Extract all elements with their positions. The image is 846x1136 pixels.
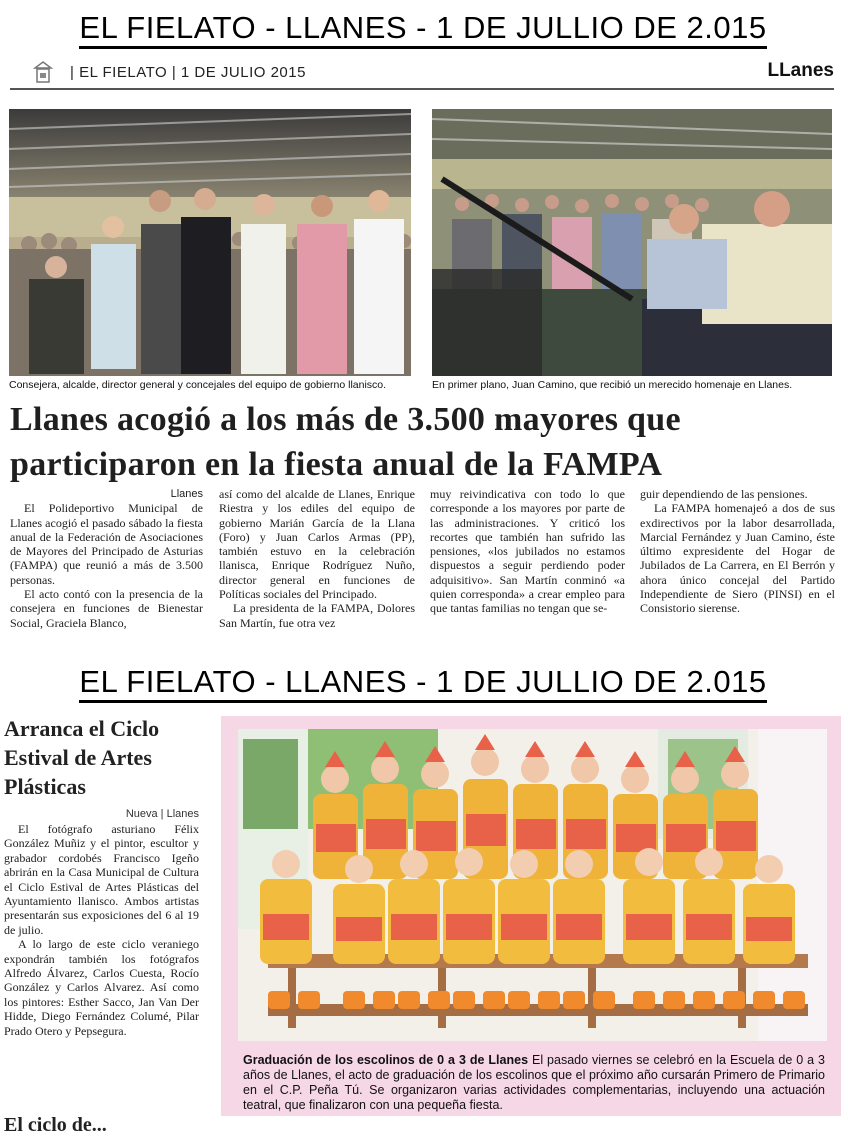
photo-audience-caption: En primer plano, Juan Camino, que recibió un merecido homenaje en Llanes. bbox=[432, 379, 793, 391]
article-paragraph: así como del alcalde de Llanes, Enrique Riestra y los ediles del equipo de gobierno Marián García de la Llana (Foro) y Juan Carlos Armas (PP), también estuvo en la celebración llanisca, Enrique Rodríguez Nuño, director general en funciones de Políticas sociales del Principado. bbox=[219, 487, 415, 602]
sidebar-title: Arranca el Ciclo Estival de Artes Plásticas bbox=[4, 716, 160, 799]
graduation-caption bbox=[243, 1053, 825, 1113]
masthead bbox=[10, 58, 834, 90]
sidebar-paragraph: El fotógrafo asturiano Félix González Muñiz y el pintor, escultor y grabador cordobés Francisco Igeño abrirán en la Casa Municipal de Cultura el Ciclo Estival de Artes Plásticas del Ayuntamiento llanisco. Ambos artistas presentarán sus exposiciones del 6 al 19 de julio. bbox=[4, 822, 199, 937]
article-paragraph: El Polideportivo Municipal de Llanes acogió el pasado sábado la fiesta anual de la Federación de Asociaciones de Mayores del Principado de Asturias (FAMPA) que reunió a más de 3.500 personas. bbox=[10, 501, 203, 587]
photo-graduation-image bbox=[238, 729, 827, 1041]
home-icon bbox=[34, 61, 52, 83]
article-column-1 bbox=[10, 487, 203, 630]
photo-audience bbox=[432, 109, 832, 376]
graduation-caption-title: Graduación de los escolinos de 0 a 3 de Llanes bbox=[243, 1053, 529, 1067]
article-column-3 bbox=[430, 487, 625, 616]
article-paragraph: El acto contó con la presencia de la consejera en funciones de Bienestar Social, Graciela Blanco, bbox=[10, 587, 203, 630]
article-headline: Llanes acogió a los más de 3.500 mayores que participaron en la fiesta anual de la FAMPA bbox=[10, 401, 681, 483]
section-name: LLanes bbox=[767, 60, 834, 81]
article-paragraph: La presidenta de la FAMPA, Dolores San Martín, fue otra vez bbox=[219, 601, 415, 630]
banner-mid bbox=[0, 664, 846, 700]
photo-graduation bbox=[238, 729, 827, 1041]
article-column-2 bbox=[219, 487, 415, 630]
graduation-caption-text: El pasado viernes se celebró en la Escuela de 0 a 3 años de Llanes, el acto de graduación de los escolinos que el próximo año cursarán Primero de Primario en el C.P. Peña Tú. Se organizaron varias actividades complementarias, incluyendo una actuación teatral, que finalizaron con una pequeña fiesta. bbox=[243, 1053, 826, 1112]
sidebar-body bbox=[4, 822, 199, 1038]
article-paragraph: muy reivindicativa con todo lo que corresponde a los mayores por parte de las administraciones. Y criticó los recortes que también han sufrido las pensiones, «los jubilados no estamos dispuestos a seguir perdiendo poder adquisitivo». San Martín conminó «a quien corresponda» a crear empleo para que tantas familias no tengan que se- bbox=[430, 487, 625, 616]
photo-officials bbox=[9, 109, 411, 376]
article-paragraph: guir dependiendo de las pensiones. bbox=[640, 487, 808, 501]
sidebar-byline: Nueva | Llanes bbox=[125, 808, 199, 820]
article-byline: Llanes bbox=[170, 488, 203, 500]
photo-officials-image bbox=[9, 109, 411, 376]
banner-top bbox=[0, 10, 846, 46]
masthead-meta: | EL FIELATO | 1 DE JULIO 2015 bbox=[70, 64, 306, 81]
photo-audience-image bbox=[432, 109, 832, 376]
sidebar-paragraph: A lo largo de este ciclo veraniego expondrán también los fotógrafos Alfredo Álvarez, Carlos Cuesta, Rocío González y Carlos Alvarez. Así como los pintores: Esther Sacco, Jan Van Der Hidde, Diego Fernández Columé, Pilar Prado Otero y Pepsegura. bbox=[4, 937, 199, 1038]
sidebar-cut-heading: El ciclo de... bbox=[4, 1114, 107, 1136]
article-paragraph: La FAMPA homenajeó a dos de sus exdirectivos por la labor desarrollada, Marcial Fernández y Juan Camino, éste último expresidente del Hogar de Jubilados de La Carrera, en El Berrón y ahora único concejal del Partido Independiente de Siero (PINSI) en el Consistorio sierense. bbox=[640, 501, 835, 616]
banner-top-text: EL FIELATO - LLANES - 1 DE JULLIO DE 2.015 bbox=[79, 10, 766, 49]
banner-mid-text: EL FIELATO - LLANES - 1 DE JULLIO DE 2.015 bbox=[79, 664, 766, 703]
photo-officials-caption: Consejera, alcalde, director general y concejales del equipo de gobierno llanisco. bbox=[9, 379, 387, 391]
article-column-4 bbox=[640, 487, 835, 616]
